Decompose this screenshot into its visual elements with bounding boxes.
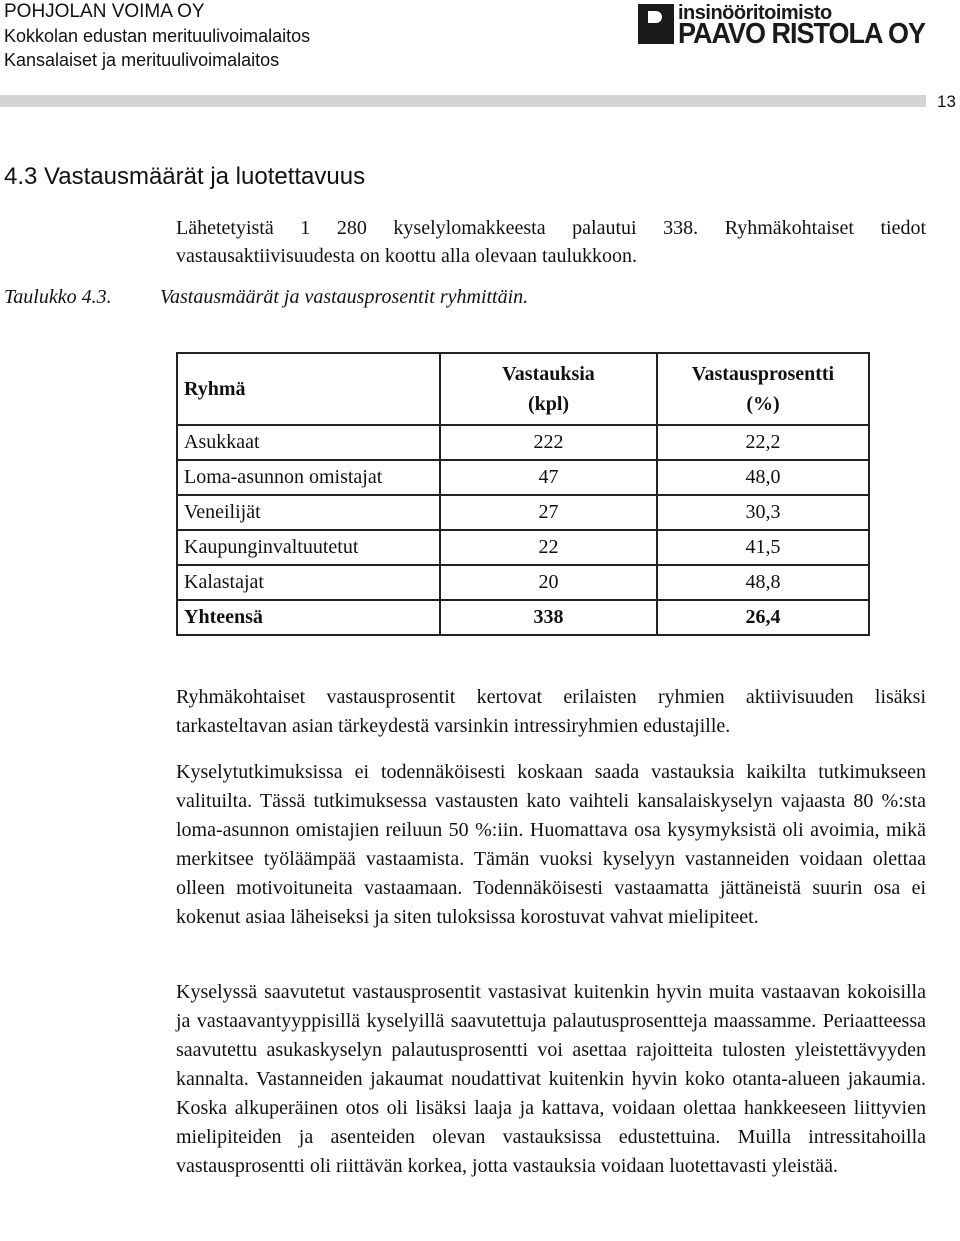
header-ryhma-label: Ryhmä xyxy=(184,378,246,400)
table-total-count: 338 xyxy=(440,600,657,635)
table-row xyxy=(177,565,869,600)
company-logo xyxy=(638,2,926,50)
table-row xyxy=(177,495,869,530)
logo-p-mark-icon xyxy=(638,4,674,44)
table-cell-percent: 30,3 xyxy=(657,495,869,530)
response-rate-table xyxy=(176,352,870,636)
header-vastausprosentti-line1: Vastausprosentti xyxy=(691,363,835,385)
document-header xyxy=(4,0,310,72)
body-paragraph-2: Kyselytutkimuksissa ei todennäköisesti koskaan saada vastauksia kaikilta tutkimukseen valituilta. Tässä tutkimuksessa vastausten kato vaihteli kansalaiskyselyn vajaasta 80 %:sta loma-asunnon omistajien reiluun 50 %:iin. Huomattava osa kysymyksistä oli avoimia, mikä merkitsee työläämpää vastaamista. Tämän vuoksi kyselyyn vastanneiden voidaan olettaa olleen motivoituneita vastaamaan. Todennäköisesti vastaamatta jättäneistä suurin osa ei kokenut asiaa läheiseksi ja siten tuloksissa korostuvat vahvat mielipiteet. xyxy=(176,761,926,928)
header-project: Kokkolan edustan merituulivoimalaitos xyxy=(4,26,311,46)
header-ryhma xyxy=(177,353,440,425)
table-cell-count: 27 xyxy=(440,495,657,530)
header-vastausprosentti-line2: (%) xyxy=(746,393,780,415)
logo-top-text: insinööritoimisto xyxy=(678,2,832,24)
header-vastausprosentti xyxy=(657,353,869,425)
table-total-label: Yhteensä xyxy=(177,600,440,635)
table-cell-percent: 48,0 xyxy=(657,460,869,495)
body-paragraph-3: Kyselyssä saavutetut vastausprosentit vastasivat kuitenkin hyvin muita vastaavan kokoisilla ja vastaavantyyppisillä kyselyillä saavutettuja palautusprosentteja maassamme. Periaatteessa saavutettu asukaskyselyn palautusprosentti voi asettaa rajoitteita tulosten yleistettävyyden kannalta. Vastanneiden jakaumat noudattivat kuitenkin hyvin koko otanta-alueen jakaumia. Koska alkuperäinen otos oli lisäksi laaja ja kattava, voidaan olettaa hankkeeseen liittyvien mielipiteiden ja asenteiden olevan vastauksissa edustettuina. Muilla intressitahoilla vastausprosentti oli riittävän korkea, jotta vastauksia voidaan luotettavasti yleistää. xyxy=(176,981,926,1177)
intro-paragraph: Lähetetyistä 1 280 kyselylomakkeesta palautui 338. Ryhmäkohtaiset tiedot vastausaktiivisuudesta on koottu alla olevaan taulukkoon. xyxy=(176,217,926,267)
section-title: 4.3 Vastausmäärät ja luotettavuus xyxy=(4,163,366,190)
header-vastauksia-line1: Vastauksia xyxy=(502,363,595,385)
table-cell-count: 222 xyxy=(440,425,657,460)
table-cell-group: Kalastajat xyxy=(177,565,440,600)
body-paragraph-1: Ryhmäkohtaiset vastausprosentit kertovat erilaisten ryhmien aktiivisuuden lisäksi tarkasteltavan asian tärkeydestä varsinkin intressiryhmien edustajille. xyxy=(176,686,926,737)
table-header-row xyxy=(177,353,869,425)
header-rule xyxy=(0,95,926,107)
table-cell-count: 47 xyxy=(440,460,657,495)
table-caption xyxy=(4,286,528,309)
table-row xyxy=(177,530,869,565)
header-vastauksia xyxy=(440,353,657,425)
table-cell-group: Loma-asunnon omistajat xyxy=(177,460,440,495)
table-caption-text: Vastausmäärät ja vastausprosentit ryhmittäin. xyxy=(160,286,529,308)
table-cell-percent: 48,8 xyxy=(657,565,869,600)
header-vastauksia-line2: (kpl) xyxy=(527,393,570,415)
table-total-row xyxy=(177,600,869,635)
table-row xyxy=(177,460,869,495)
header-report-title: Kansalaiset ja merituulivoimalaitos xyxy=(4,50,280,70)
table-cell-group: Veneilijät xyxy=(177,495,440,530)
table-cell-count: 20 xyxy=(440,565,657,600)
table-cell-percent: 22,2 xyxy=(657,425,869,460)
table-cell-group: Asukkaat xyxy=(177,425,440,460)
table-cell-count: 22 xyxy=(440,530,657,565)
header-company: POHJOLAN VOIMA OY xyxy=(4,1,205,22)
table-cell-percent: 41,5 xyxy=(657,530,869,565)
table-caption-label: Taulukko 4.3. xyxy=(4,286,112,308)
table-total-percent: 26,4 xyxy=(657,600,869,635)
page-number: 13 xyxy=(937,92,956,111)
table-row xyxy=(177,425,869,460)
logo-bottom-text: PAAVO RISTOLA OY xyxy=(678,18,926,50)
table-cell-group: Kaupunginvaltuutetut xyxy=(177,530,440,565)
